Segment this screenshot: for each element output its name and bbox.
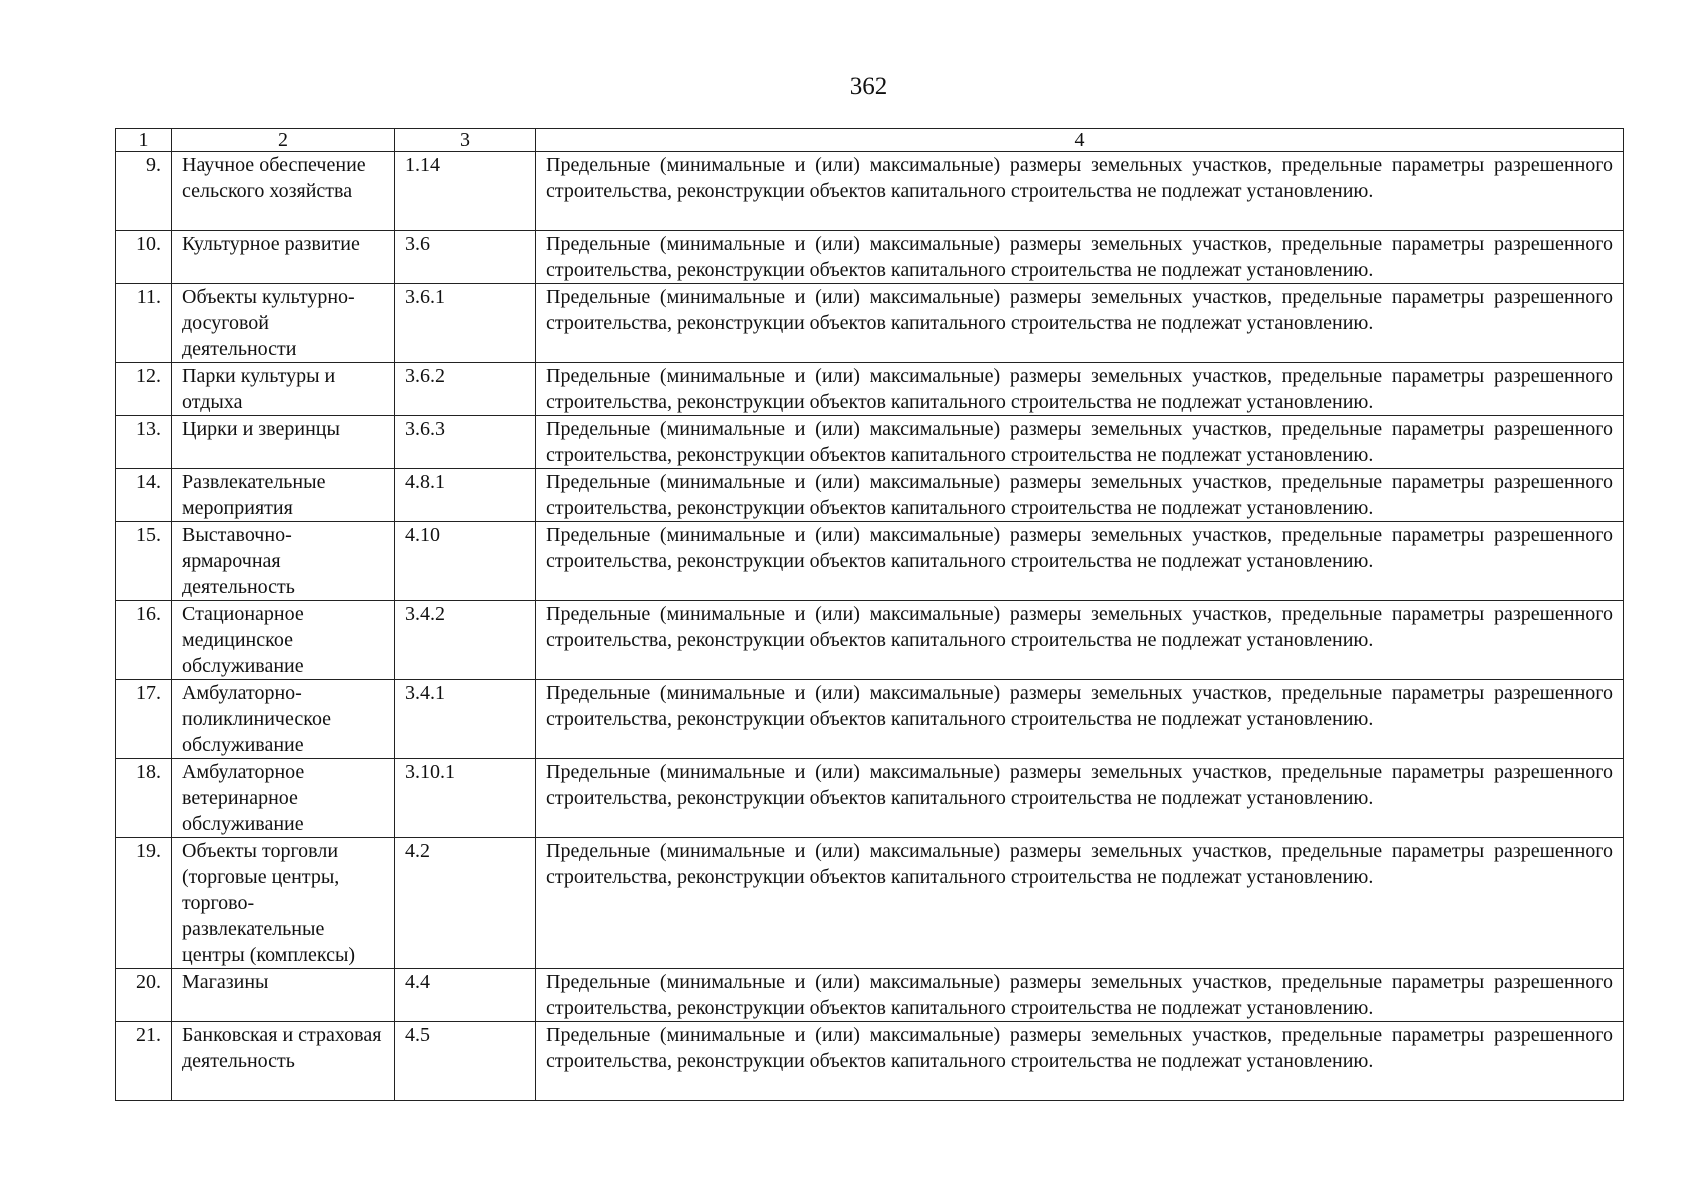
use-type-code: 3.4.1 xyxy=(395,680,536,759)
regulations-table xyxy=(115,128,1624,1101)
table-row xyxy=(116,152,1624,231)
parameters-text: Предельные (минимальные и (или) максимальные) размеры земельных участков, предельные параметры разрешенного строительства, реконструкции объектов капитального строительства не подлежат установлению. xyxy=(536,284,1624,363)
use-type-code: 1.14 xyxy=(395,152,536,231)
use-type-code: 3.6 xyxy=(395,231,536,284)
parameters-text: Предельные (минимальные и (или) максимальные) размеры земельных участков, предельные параметры разрешенного строительства, реконструкции объектов капитального строительства не подлежат установлению. xyxy=(536,363,1624,416)
parameters-text: Предельные (минимальные и (или) максимальные) размеры земельных участков, предельные параметры разрешенного строительства, реконструкции объектов капитального строительства не подлежат установлению. xyxy=(536,416,1624,469)
row-number: 15. xyxy=(116,522,172,601)
row-number: 10. xyxy=(116,231,172,284)
row-number: 16. xyxy=(116,601,172,680)
table-row xyxy=(116,284,1624,363)
use-type-code: 3.6.1 xyxy=(395,284,536,363)
parameters-text: Предельные (минимальные и (или) максимальные) размеры земельных участков, предельные параметры разрешенного строительства, реконструкции объектов капитального строительства не подлежат установлению. xyxy=(536,601,1624,680)
use-type-name: Амбулаторное ветеринарное обслуживание xyxy=(172,759,395,838)
parameters-text: Предельные (минимальные и (или) максимальные) размеры земельных участков, предельные параметры разрешенного строительства, реконструкции объектов капитального строительства не подлежат установлению. xyxy=(536,759,1624,838)
use-type-name: Выставочно-ярмарочная деятельность xyxy=(172,522,395,601)
row-number: 17. xyxy=(116,680,172,759)
row-number: 18. xyxy=(116,759,172,838)
use-type-name: Объекты торговли (торговые центры, торгово-развлекательные центры (комплексы) xyxy=(172,838,395,969)
table-row xyxy=(116,601,1624,680)
use-type-code: 3.6.2 xyxy=(395,363,536,416)
column-header: 1 xyxy=(116,129,172,152)
use-type-code: 3.10.1 xyxy=(395,759,536,838)
use-type-code: 4.4 xyxy=(395,969,536,1022)
row-number: 13. xyxy=(116,416,172,469)
table-row xyxy=(116,469,1624,522)
use-type-name: Парки культуры и отдыха xyxy=(172,363,395,416)
parameters-text: Предельные (минимальные и (или) максимальные) размеры земельных участков, предельные параметры разрешенного строительства, реконструкции объектов капитального строительства не подлежат установлению. xyxy=(536,680,1624,759)
row-number: 19. xyxy=(116,838,172,969)
table-row xyxy=(116,838,1624,969)
use-type-code: 4.10 xyxy=(395,522,536,601)
use-type-code: 3.6.3 xyxy=(395,416,536,469)
row-number: 21. xyxy=(116,1022,172,1101)
column-header: 4 xyxy=(536,129,1624,152)
parameters-text: Предельные (минимальные и (или) максимальные) размеры земельных участков, предельные параметры разрешенного строительства, реконструкции объектов капитального строительства не подлежат установлению. xyxy=(536,469,1624,522)
table-row xyxy=(116,231,1624,284)
parameters-text: Предельные (минимальные и (или) максимальные) размеры земельных участков, предельные параметры разрешенного строительства, реконструкции объектов капитального строительства не подлежат установлению. xyxy=(536,1022,1624,1101)
table-row xyxy=(116,1022,1624,1101)
use-type-name: Амбулаторно-поликлиническое обслуживание xyxy=(172,680,395,759)
use-type-name: Стационарное медицинское обслуживание xyxy=(172,601,395,680)
use-type-name: Объекты культурно-досуговой деятельности xyxy=(172,284,395,363)
use-type-name: Культурное развитие xyxy=(172,231,395,284)
use-type-code: 3.4.2 xyxy=(395,601,536,680)
use-type-name: Магазины xyxy=(172,969,395,1022)
table-row xyxy=(116,416,1624,469)
parameters-text: Предельные (минимальные и (или) максимальные) размеры земельных участков, предельные параметры разрешенного строительства, реконструкции объектов капитального строительства не подлежат установлению. xyxy=(536,152,1624,231)
table-row xyxy=(116,969,1624,1022)
column-header: 3 xyxy=(395,129,536,152)
use-type-code: 4.8.1 xyxy=(395,469,536,522)
use-type-name: Развлекательные мероприятия xyxy=(172,469,395,522)
row-number: 20. xyxy=(116,969,172,1022)
parameters-text: Предельные (минимальные и (или) максимальные) размеры земельных участков, предельные параметры разрешенного строительства, реконструкции объектов капитального строительства не подлежат установлению. xyxy=(536,838,1624,969)
row-number: 14. xyxy=(116,469,172,522)
table-row xyxy=(116,680,1624,759)
use-type-name: Цирки и зверинцы xyxy=(172,416,395,469)
row-number: 12. xyxy=(116,363,172,416)
parameters-text: Предельные (минимальные и (или) максимальные) размеры земельных участков, предельные параметры разрешенного строительства, реконструкции объектов капитального строительства не подлежат установлению. xyxy=(536,522,1624,601)
column-number-row xyxy=(116,129,1624,152)
parameters-text: Предельные (минимальные и (или) максимальные) размеры земельных участков, предельные параметры разрешенного строительства, реконструкции объектов капитального строительства не подлежат установлению. xyxy=(536,231,1624,284)
table-row xyxy=(116,363,1624,416)
table-row xyxy=(116,759,1624,838)
row-number: 11. xyxy=(116,284,172,363)
row-number: 9. xyxy=(116,152,172,231)
table-row xyxy=(116,522,1624,601)
use-type-name: Банковская и страховая деятельность xyxy=(172,1022,395,1101)
use-type-code: 4.5 xyxy=(395,1022,536,1101)
column-header: 2 xyxy=(172,129,395,152)
page-number: 362 xyxy=(849,73,888,100)
parameters-text: Предельные (минимальные и (или) максимальные) размеры земельных участков, предельные параметры разрешенного строительства, реконструкции объектов капитального строительства не подлежат установлению. xyxy=(536,969,1624,1022)
use-type-name: Научное обеспечение сельского хозяйства xyxy=(172,152,395,231)
use-type-code: 4.2 xyxy=(395,838,536,969)
